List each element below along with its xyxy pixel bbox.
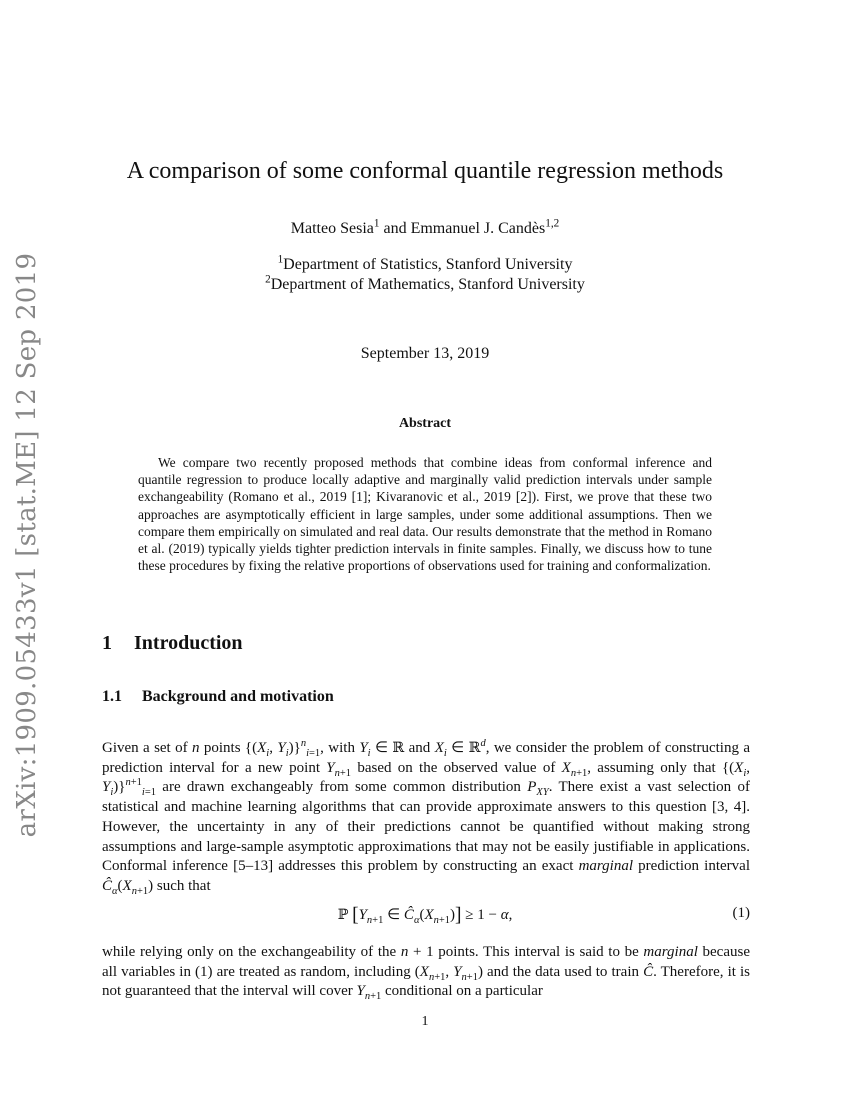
- math-inline: $X_i$ ∈ ℝ$^d$: [434, 738, 486, 759]
- math-inline: $P_{XY}$: [527, 779, 549, 799]
- body-paragraph: [102, 943, 750, 1002]
- paper-date: September 13, 2019: [360, 345, 490, 362]
- affiliation-mark: 2: [265, 273, 271, 286]
- affiliation-line: [0, 253, 850, 274]
- body-paragraph: [102, 739, 750, 897]
- page-number: 1: [421, 1014, 429, 1029]
- subsection-heading: [102, 688, 334, 706]
- paragraph-text: , with: [320, 740, 360, 756]
- author-conjunction: and: [379, 220, 411, 237]
- paragraph-text: , assuming only that: [587, 759, 722, 776]
- paragraph-text: points. This interval is said to be: [433, 944, 644, 960]
- paragraph-text: based on the observed value of: [351, 759, 562, 776]
- math-inline: $Y_{n+1}$: [356, 983, 382, 1003]
- paragraph-text: because all variables in (1) are treated as random, including: [102, 944, 750, 980]
- math-inline: n: [191, 740, 200, 756]
- abstract-body: We compare two recently proposed methods that combine ideas from conformal inference and quantile regression to produce locally adaptive and marginally valid prediction intervals under sample exchangeability (Romano et al., 2019 [1]; Kivaranovic et al., 2019 [2]). First, we prove that these two approaches are asymptotically efficient in large samples, under some additional assumptions. Then we compare them empirically on simulated and real data. Our results demonstrate that the method in Romano et al. (2019) typically yields tighter prediction intervals in finite samples. Finally, we discuss how to tune these procedures by fixing the relative proportions of observations used for training and conformalization.: [138, 455, 712, 574]
- subsection-title: Background and motivation: [142, 688, 334, 705]
- math-inline: $Y_{n+1}$: [326, 759, 352, 779]
- section-number: 1: [102, 632, 112, 654]
- affiliation-mark: 1: [277, 253, 284, 266]
- paragraph-text: and the data used to train: [482, 963, 644, 980]
- affiliation-text: Department of Statistics, Stanford University: [283, 256, 573, 273]
- math-inline: ($X_{n+1}$, $Y_{n+1}$): [414, 963, 483, 983]
- paragraph-text: conditional on a particular: [381, 983, 543, 1000]
- math-inline: n + 1: [400, 944, 434, 960]
- equation-number: (1): [732, 905, 750, 921]
- emphasis-text: marginal: [643, 944, 698, 960]
- paragraph-text: are drawn exchangeably from some common distribution: [155, 779, 528, 796]
- paragraph-text: such that: [153, 877, 211, 894]
- arxiv-stamp-text: arXiv:1909.05433v1 [stat.ME] 12 Sep 2019: [12, 252, 42, 838]
- affiliation-text: Department of Mathematics, Stanford University: [270, 276, 585, 293]
- author-affiliation-mark: 1: [373, 217, 380, 230]
- author-line: [0, 217, 850, 238]
- math-inline: {($X_i$, $Y_i)\}^{n+1}_{i=1}$: [102, 759, 751, 799]
- paragraph-text: Given a set of: [102, 740, 192, 756]
- subsection-number: 1.1: [102, 688, 122, 705]
- paragraph-text: . There exist a vast selection of statistical and machine learning algorithms that can provide approximate answers to this question [3, 4]. However, the uncertainty in any of their predictions cannot be quantified without making strong assumptions and large-sample asymptotic approximations that may not be easily justifiable in applications. Conformal inference [5–13] addresses this problem by constructing an exact: [102, 779, 750, 875]
- math-inline: $Y_i$ ∈ ℝ: [359, 740, 405, 759]
- author-affiliation-mark: 1,2: [545, 217, 560, 230]
- arxiv-identifier-stamp: [2, 252, 52, 838]
- section-heading: [102, 632, 243, 655]
- math-inline: $X_{n+1}$: [561, 759, 588, 779]
- author-name: Emmanuel J. Candès: [410, 220, 546, 237]
- paper-title: A comparison of some conformal quantile regression methods: [126, 158, 724, 184]
- equation-body: ℙ [$Y_{n+1}$ ∈ $Ĉ_\alpha(X_{n+1})] \ge 1 - \alpha$,: [337, 905, 513, 926]
- author-name: Matteo Sesia: [290, 220, 374, 237]
- paragraph-text: and: [404, 740, 435, 756]
- paragraph-text: , we consider the problem of constructing a prediction interval for a new point: [102, 740, 750, 776]
- math-inline: {($X_i$, $Y_i)\}^n_{i=1}$: [244, 738, 321, 759]
- emphasis-text: marginal: [578, 858, 634, 875]
- section-title: Introduction: [134, 632, 243, 654]
- paragraph-text: prediction interval: [633, 858, 750, 875]
- affiliation-line: [0, 273, 850, 294]
- paragraph-text: . Therefore, it is not guaranteed that the interval will cover: [102, 963, 750, 1000]
- math-inline: Ĉ: [643, 963, 654, 980]
- math-inline: $Ĉ_\alpha(X_{n+1})$: [102, 877, 154, 897]
- paragraph-text: points: [199, 740, 245, 756]
- abstract-heading: Abstract: [398, 416, 452, 431]
- paragraph-text: while relying only on the exchangeability of the: [102, 944, 401, 960]
